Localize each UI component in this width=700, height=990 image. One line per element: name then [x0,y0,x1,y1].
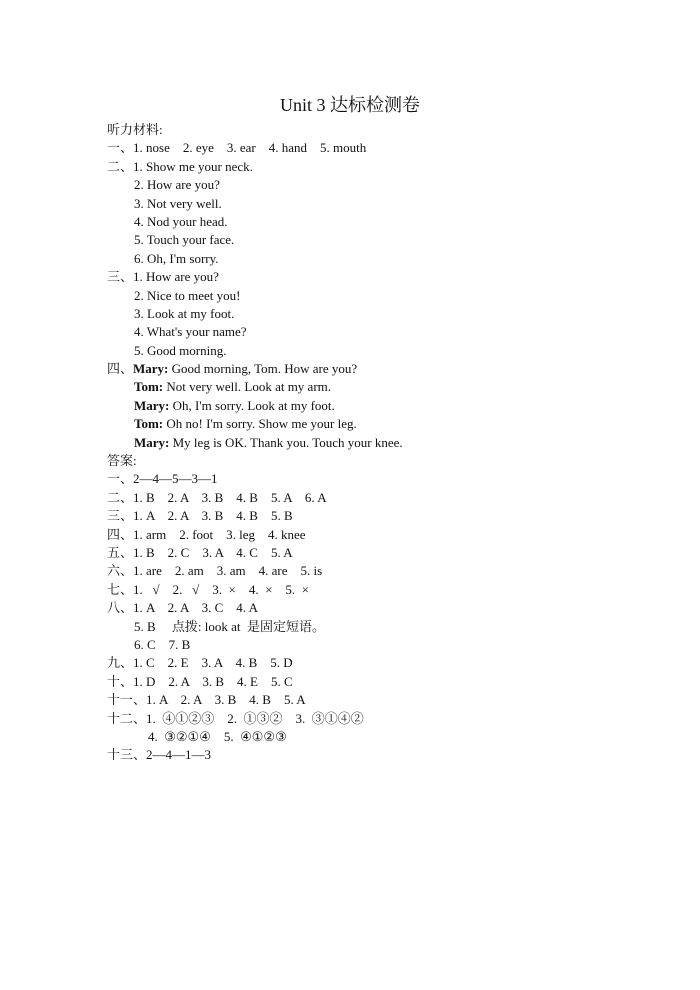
list-item: 3. Look at my foot. [134,305,235,321]
dialogue-line: Tom: Oh no! I'm sorry. Show me your leg. [134,416,357,432]
speaker-name: Mary: [133,361,169,377]
answer-line: 二、1. B 2. A 3. B 4. B 5. A 6. A [107,489,327,505]
answer-line: 6. C 7. B [134,636,191,652]
list-item: 5. Good morning. [134,342,227,358]
speaker-name: Tom: [134,379,164,395]
list-item: 4. Nod your head. [134,213,228,229]
answer-line: 六、1. are 2. am 3. am 4. are 5. is [107,563,323,579]
page-title: Unit 3 达标检测卷 [279,95,420,115]
answer-line: 4. ③②①④ 5. ④①②③ [148,728,287,744]
dialogue-line: Mary: Oh, I'm sorry. Look at my foot. [134,397,335,413]
answer-line: 四、1. arm 2. foot 3. leg 4. knee [107,526,306,542]
answer-line: 一、2—4—5—3—1 [107,471,218,487]
list-item: 3. Not very well. [134,195,222,211]
answers-heading: 答案: [107,453,137,469]
speaker-name: Mary: [134,434,170,450]
answer-line: 九、1. C 2. E 3. A 4. B 5. D [107,655,293,671]
document-body [107,121,667,765]
list-item: 2. How are you? [134,177,220,193]
list-item: 4. What's your name? [134,324,247,340]
answer-line: 5. B 点拨: look at 是固定短语。 [134,618,326,634]
list-item: 5. Touch your face. [134,232,235,248]
dialogue-line: Mary: My leg is OK. Thank you. Touch your knee. [134,434,403,450]
answer-line: 三、1. A 2. A 3. B 4. B 5. B [107,508,293,524]
listening-section-4: 四、Mary: Good morning, Tom. How are you? [107,361,358,377]
answer-line: 八、1. A 2. A 3. C 4. A [107,600,258,616]
answer-line: 十三、2—4—1—3 [107,747,212,763]
answer-line: 十一、1. A 2. A 3. B 4. B 5. A [107,692,306,708]
listening-section-1: 一、1. nose 2. eye 3. ear 4. hand 5. mouth [107,140,367,156]
answer-line: 十、1. D 2. A 3. B 4. E 5. C [107,673,293,689]
answer-line: 七、1. √ 2. √ 3. × 4. × 5. × [107,581,310,597]
dialogue-line: Tom: Not very well. Look at my arm. [134,379,332,395]
listening-section-3: 三、1. How are you? [107,269,219,285]
speaker-name: Mary: [134,397,170,413]
speaker-name: Tom: [134,416,164,432]
answer-line: 十二、1. ④①②③ 2. ①③② 3. ③①④② [107,710,364,726]
answer-line: 五、1. B 2. C 3. A 4. C 5. A [107,544,293,560]
listening-section-2: 二、1. Show me your neck. [107,158,253,174]
list-item: 2. Nice to meet you! [134,287,241,303]
listening-heading: 听力材料: [107,122,163,137]
list-item: 6. Oh, I'm sorry. [134,250,219,266]
